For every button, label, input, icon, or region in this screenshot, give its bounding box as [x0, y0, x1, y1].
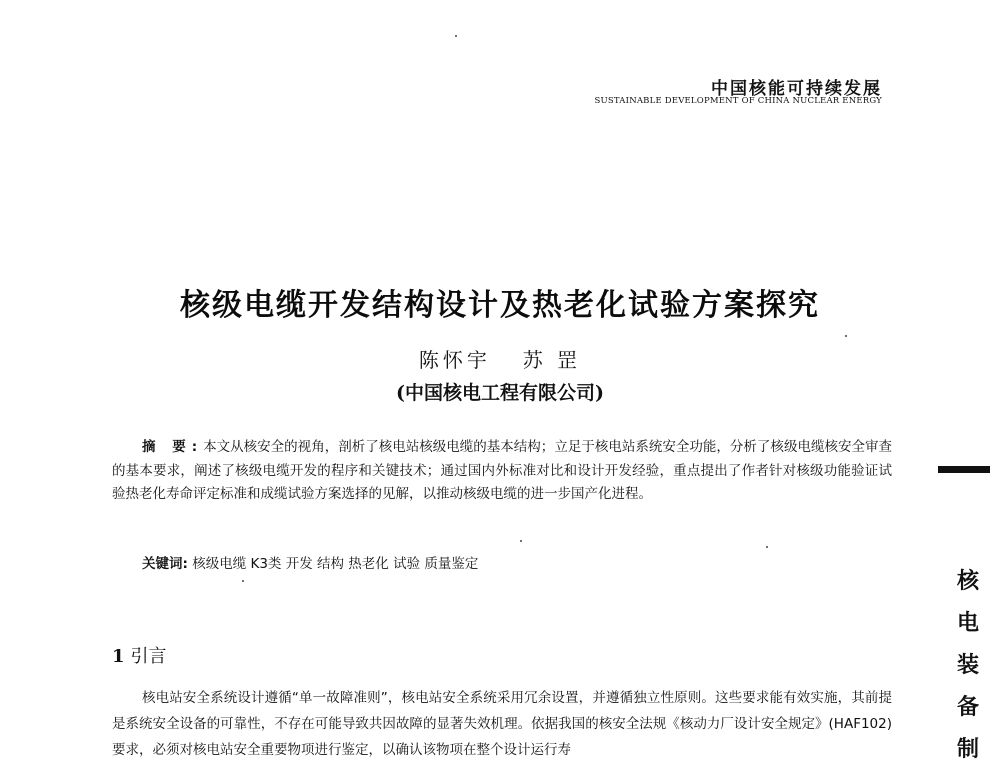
keywords-text: 核级电缆 K3类 开发 结构 热老化 试验 质量鉴定	[192, 556, 479, 572]
section-body-text: 核电站安全系统设计遵循“单一故障准则”，核电站安全系统采用冗余设置，并遵循独立性原则。这些要求能有效实施，其前提是系统安全设备的可靠性，不存在可能导致共因故障的显著失效机理。依据我国的核安全法规《核动力厂设计安全规定》(HAF102)要求，必须对核电站安全重要物项进行鉴定，以确认该物项在整个设计运行寿	[112, 690, 892, 758]
author-1: 陈怀宇	[418, 348, 491, 372]
side-tab-label	[948, 560, 988, 770]
keywords-label: 关键词:	[142, 556, 188, 572]
side-tab-bar	[938, 466, 990, 473]
abstract	[112, 436, 892, 507]
keywords	[142, 552, 478, 572]
author-2: 苏 罡	[522, 348, 582, 372]
authors	[0, 344, 1000, 373]
section-number: 1	[112, 646, 125, 667]
journal-name-en: SUSTAINABLE DEVELOPMENT OF CHINA NUCLEAR ENERGY	[594, 96, 882, 106]
scan-speck	[520, 540, 522, 542]
abstract-text: 本文从核安全的视角，剖析了核电站核级电缆的基本结构；立足于核电站系统安全功能，分析了核级电缆核安全审查的基本要求，阐述了核级电缆开发的程序和关键技术；通过国内外标准对比和设计开发经验，重点提出了作者针对核级功能验证试验热老化寿命评定标准和成缆试验方案选择的见解，以推动核级电缆的进一步国产化进程。	[112, 439, 892, 502]
journal-name-cn: 中国核能可持续发展	[711, 79, 882, 99]
section-title: 引言	[130, 646, 167, 667]
side-tab-char: 制	[956, 736, 979, 762]
scan-speck	[766, 546, 768, 548]
section-heading	[112, 642, 167, 668]
side-tab-char: 备	[956, 694, 979, 720]
side-tab-char: 装	[956, 652, 979, 678]
scan-speck	[242, 580, 244, 582]
scan-speck	[455, 35, 457, 37]
side-tab-char: 核	[956, 568, 979, 594]
side-tab-char: 电	[956, 610, 979, 636]
article-title: 核级电缆开发结构设计及热老化试验方案探究	[180, 288, 820, 323]
scan-speck	[845, 335, 847, 337]
affiliation: (中国核电工程有限公司)	[396, 382, 604, 404]
abstract-label: 摘 要:	[142, 439, 204, 455]
